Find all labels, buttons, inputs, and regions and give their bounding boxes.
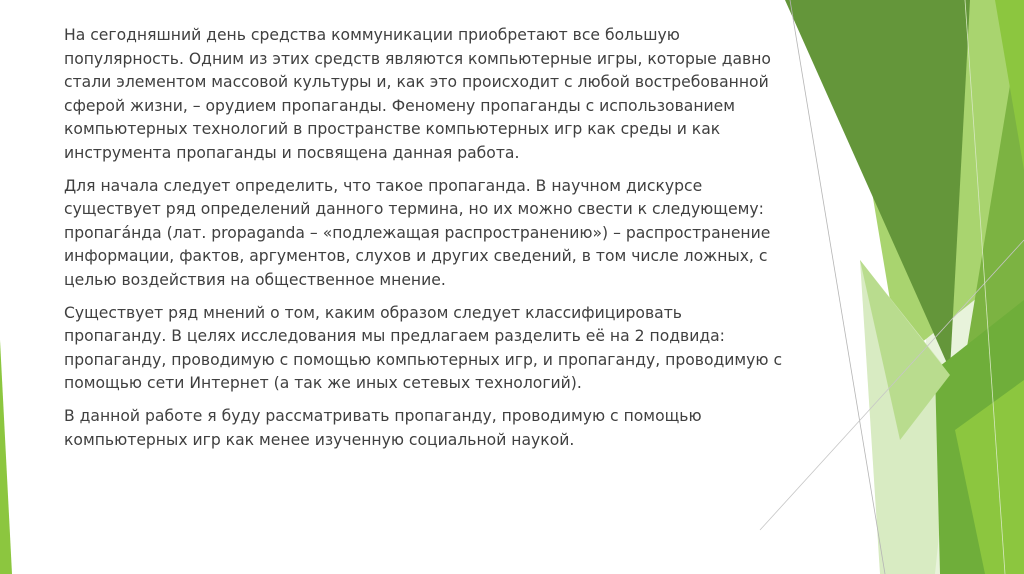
left-green-strip (0, 340, 12, 574)
paragraph-3: Существует ряд мнений о том, каким образом следует классифицировать пропаганду. В целях исследования мы предлагаем разделить её на 2 подвида: пропаганду, проводимую с помощью компьютерных игр, и пропаганду, проводимую с помощью сети Интернет (а так же иных сетевых технологий). (64, 303, 783, 393)
slide-body-text (64, 24, 784, 461)
paragraph-2: Для начала следует определить, что такое пропаганда. В научном дискурсе существует ряд определений данного термина, но их можно свести к следующему: пропага́нда (лат. propaganda – «подлежащая распространению») – распространение информации, фактов, аргументов, слухов и других сведений, в том числе ложных, с целью воздействия на общественное мнение. (64, 176, 771, 289)
paragraph-1: На сегодняшний день средства коммуникации приобретают все большую популярность. Одним из этих средств являются компьютерные игры, которые давно стали элементом массовой культуры и, как это происходит с любой востребованной сферой жизни, – орудием пропаганды. Феномену пропаганды с использованием компьютерных технологий в пространстве компьютерных игр как среды и как инструмента пропаганды и посвящена данная работа. (64, 26, 771, 162)
paragraph-4: В данной работе я буду рассматривать пропаганду, проводимую с помощью компьютерных игр как менее изученную социальной наукой. (64, 406, 702, 449)
